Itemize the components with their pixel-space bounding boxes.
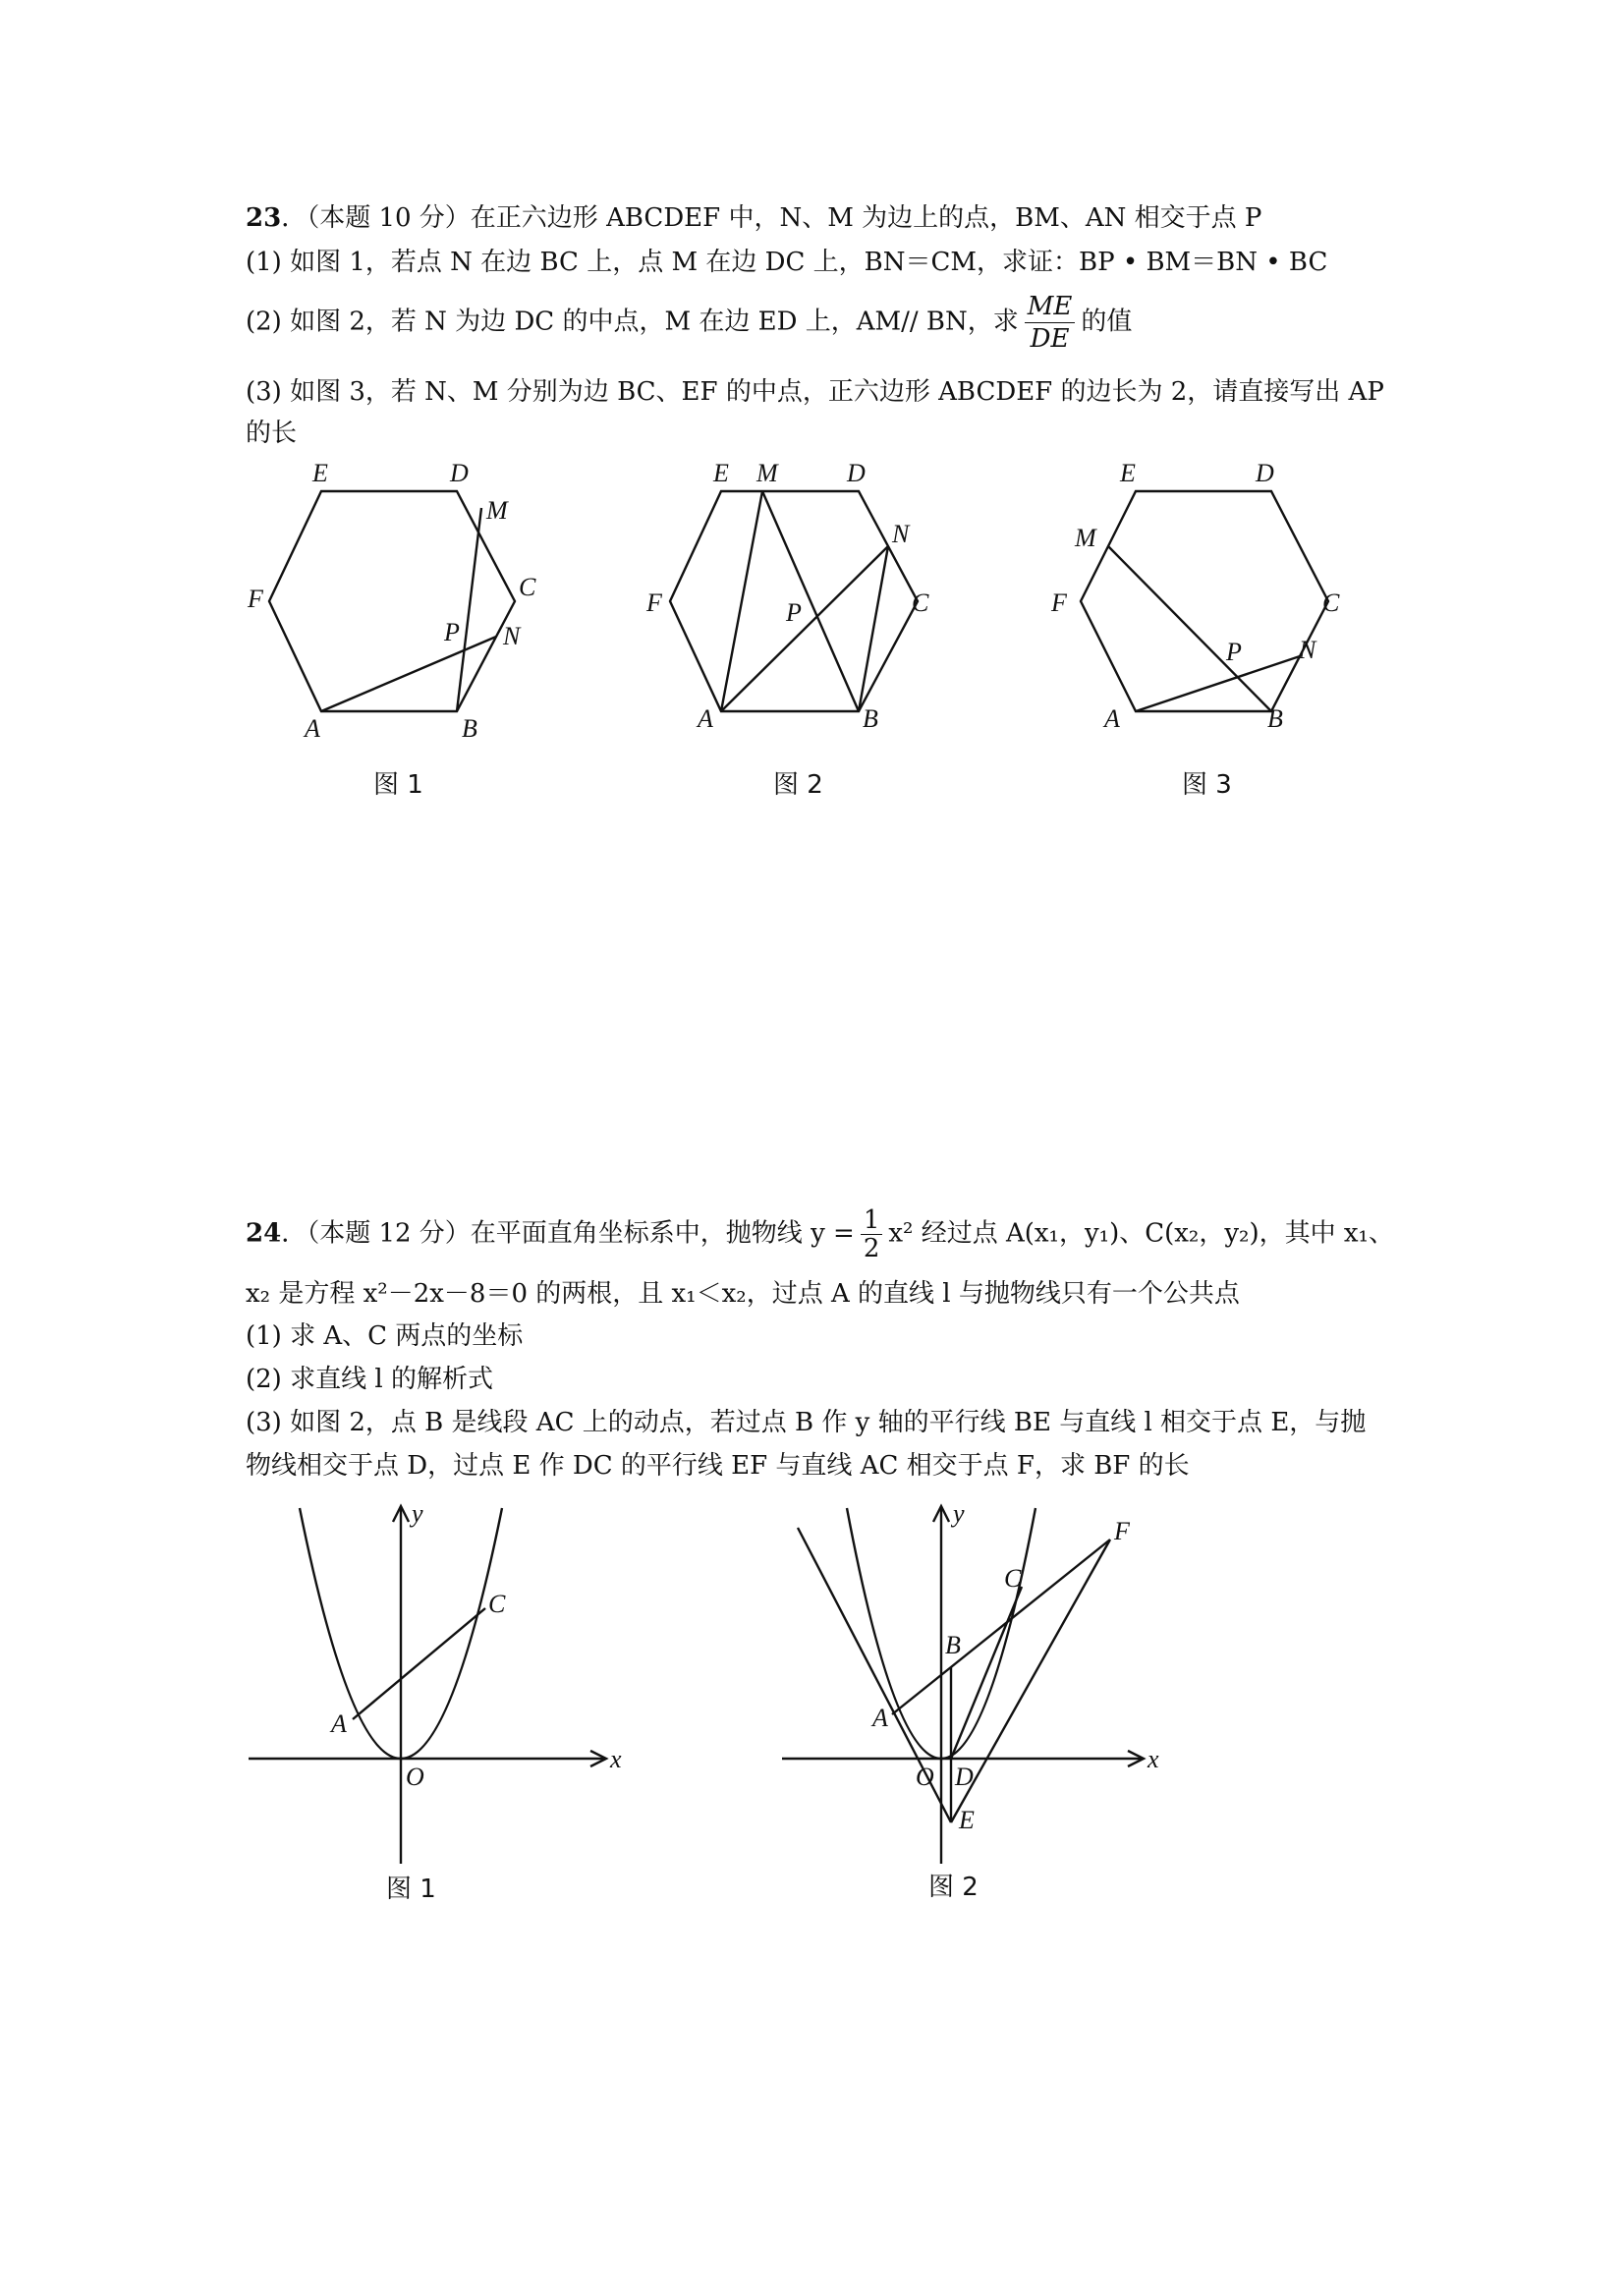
hexagon xyxy=(1081,491,1328,711)
q24-figure-2 xyxy=(776,1498,1189,1872)
segment-AN xyxy=(321,637,496,711)
q23-part2-after: 的值 xyxy=(1081,307,1133,337)
q24-line2: x₂ 是方程 x²－2x－8＝0 的两根，且 x₁＜x₂，过点 A 的直线 l 与抛物线只有一个公共点 xyxy=(246,1279,1240,1309)
q24-figure-1 xyxy=(241,1498,634,1872)
label-B: B xyxy=(1267,704,1283,733)
label-E: E xyxy=(959,1806,975,1834)
q23-figure-3 xyxy=(1051,452,1385,766)
label-P: P xyxy=(1226,638,1242,666)
label-y: y xyxy=(953,1499,965,1528)
q23-intro xyxy=(246,201,1261,235)
label-M: M xyxy=(756,459,778,487)
label-O: O xyxy=(916,1763,934,1791)
q24-part3-line1: (3) 如图 2，点 B 是线段 AC 上的动点，若过点 B 作 y 轴的平行线 BE 与直线 l 相交于点 E，与抛 xyxy=(246,1408,1367,1437)
q24-part2: (2) 求直线 l 的解析式 xyxy=(246,1365,493,1394)
label-y: y xyxy=(412,1499,423,1528)
label-F: F xyxy=(646,588,662,617)
label-M: M xyxy=(1075,524,1096,552)
segment-EF xyxy=(951,1540,1110,1822)
label-A: A xyxy=(872,1704,888,1732)
q24-intro-before: ．（本题 12 分）在平面直角坐标系中，抛物线 y = xyxy=(281,1218,855,1249)
label-C: C xyxy=(488,1590,506,1618)
label-N: N xyxy=(892,520,910,548)
q23-part3-line2: 的长 xyxy=(246,419,298,448)
label-A: A xyxy=(698,704,713,733)
fraction-numerator: ME xyxy=(1025,291,1076,323)
label-D: D xyxy=(955,1763,974,1791)
label-N: N xyxy=(503,622,521,650)
label-E: E xyxy=(1120,459,1136,487)
label-D: D xyxy=(1256,459,1274,487)
q24-intro-after: x² 经过点 A(x₁，y₁)、C(x₂，y₂)，其中 x₁、 xyxy=(888,1218,1394,1249)
q24-intro xyxy=(246,1206,1394,1262)
q23-part2-before: (2) 如图 2，若 N 为边 DC 的中点，M 在边 ED 上，AM// BN，求 xyxy=(246,307,1019,337)
label-F: F xyxy=(1051,588,1067,617)
q23-fraction xyxy=(1025,291,1076,355)
q24-part1: (1) 求 A、C 两点的坐标 xyxy=(246,1321,524,1351)
label-E: E xyxy=(312,459,328,487)
segment-AF xyxy=(892,1540,1110,1714)
q23-figure-3-caption: 图 3 xyxy=(1182,770,1232,800)
label-F: F xyxy=(248,585,263,613)
label-E: E xyxy=(713,459,729,487)
q23-number: 23 xyxy=(246,203,282,233)
label-F: F xyxy=(1114,1517,1130,1545)
label-D: D xyxy=(450,459,469,487)
q23-part2 xyxy=(246,291,1132,355)
fraction-numerator: 1 xyxy=(861,1206,883,1235)
label-A: A xyxy=(305,714,320,743)
segment-BM xyxy=(457,508,481,711)
segment-DC xyxy=(951,1587,1022,1759)
q24-figure-1-caption: 图 1 xyxy=(386,1875,436,1904)
label-C: C xyxy=(912,588,929,617)
q23-part3-line1: (3) 如图 3，若 N、M 分别为边 BC、EF 的中点，正六边形 ABCDEF 的边长为 2，请直接写出 AP xyxy=(246,377,1384,407)
segment-AC xyxy=(353,1608,485,1719)
q23-figure-2 xyxy=(639,452,973,766)
label-B: B xyxy=(863,704,878,733)
label-A: A xyxy=(331,1709,347,1738)
label-x: x xyxy=(610,1745,622,1773)
fraction-denominator: 2 xyxy=(863,1234,880,1263)
q24-number: 24 xyxy=(246,1218,282,1249)
segment-BM xyxy=(762,491,859,711)
label-A: A xyxy=(1104,704,1120,733)
label-C: C xyxy=(1004,1564,1022,1593)
q24-part3-line2: 物线相交于点 D，过点 E 作 DC 的平行线 EF 与直线 AC 相交于点 F，求 BF 的长 xyxy=(246,1451,1190,1481)
label-M: M xyxy=(486,496,508,525)
label-D: D xyxy=(847,459,866,487)
q23-intro-text: ．（本题 10 分）在正六边形 ABCDEF 中，N、M 为边上的点，BM、AN 相交于点 P xyxy=(281,203,1262,233)
q24-figure-2-caption: 图 2 xyxy=(928,1873,979,1902)
q23-part1: (1) 如图 1，若点 N 在边 BC 上，点 M 在边 DC 上，BN＝CM，求证：BP • BM＝BN • BC xyxy=(246,248,1328,277)
label-O: O xyxy=(406,1763,424,1791)
label-C: C xyxy=(1322,588,1340,617)
q24-fraction xyxy=(861,1206,883,1262)
fraction-denominator: DE xyxy=(1030,324,1070,354)
label-P: P xyxy=(786,598,802,627)
label-B: B xyxy=(945,1631,961,1659)
q23-figure-1 xyxy=(236,452,570,766)
label-N: N xyxy=(1299,636,1316,664)
label-x: x xyxy=(1147,1745,1159,1773)
label-C: C xyxy=(519,573,536,601)
label-B: B xyxy=(462,714,477,743)
segment-BM xyxy=(1108,546,1271,711)
q23-figure-2-caption: 图 2 xyxy=(773,770,823,800)
q23-figure-1-caption: 图 1 xyxy=(373,770,423,800)
hexagon xyxy=(269,491,515,711)
label-P: P xyxy=(444,618,460,646)
